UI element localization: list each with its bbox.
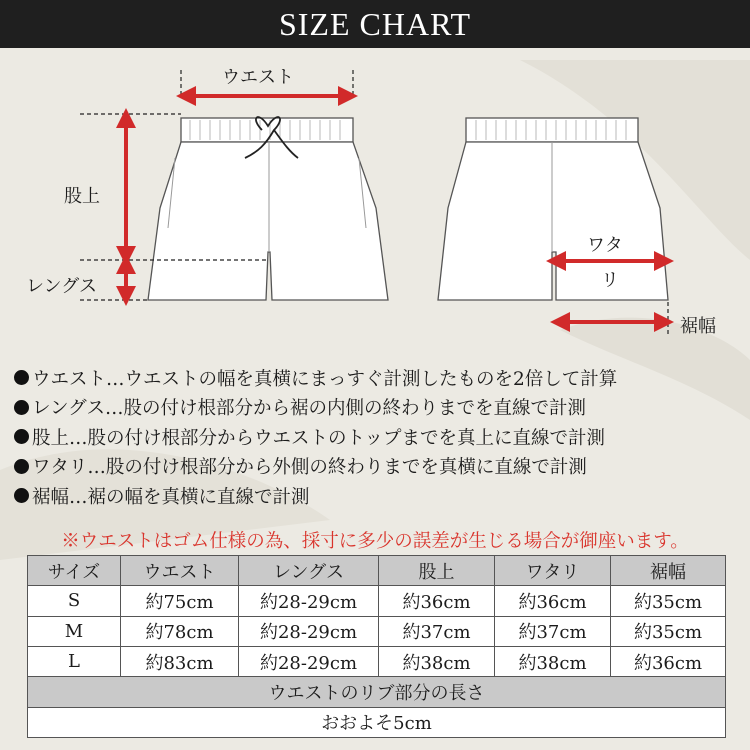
- table-cell: 約38cm: [495, 646, 611, 676]
- header-hem: 裾幅: [611, 556, 726, 586]
- table-header-row: [28, 556, 726, 586]
- table-row: [28, 616, 726, 646]
- table-cell: 約36cm: [379, 586, 495, 616]
- table-cell: 約28-29cm: [239, 646, 379, 676]
- header-waist: ウエスト: [121, 556, 239, 586]
- bullet-icon: [14, 370, 29, 385]
- header-rise: 股上: [379, 556, 495, 586]
- rib-header-row: [28, 677, 726, 707]
- table-cell: 約28-29cm: [239, 616, 379, 646]
- table-cell: 約83cm: [121, 646, 239, 676]
- header-size: サイズ: [28, 556, 121, 586]
- table-cell: 約35cm: [611, 586, 726, 616]
- note-text: レングス…股の付け根部分から裾の内側の終わりまでを直線で計測: [32, 398, 586, 420]
- table-cell: 約38cm: [379, 646, 495, 676]
- label-thigh-top: ワタ: [587, 235, 623, 256]
- label-hem: 裾幅: [680, 316, 716, 337]
- table-cell: 約36cm: [495, 586, 611, 616]
- rib-value-row: [28, 707, 726, 737]
- header-thigh: ワタリ: [495, 556, 611, 586]
- note-item: [14, 422, 744, 452]
- table-cell: 約35cm: [611, 616, 726, 646]
- note-text: ワタリ…股の付け根部分から外側の終わりまでを真横に直線で計測: [32, 457, 587, 479]
- rib-label: ウエストのリブ部分の長さ: [28, 677, 726, 707]
- table-cell: 約36cm: [611, 646, 726, 676]
- cell-size: S: [28, 586, 121, 616]
- measurement-notes: [14, 363, 744, 511]
- note-text: 股上…股の付け根部分からウエストのトップまでを真上に直線で計測: [32, 427, 605, 449]
- note-item: [14, 363, 744, 393]
- bullet-icon: [14, 488, 29, 503]
- note-item: [14, 393, 744, 423]
- back-shorts: [438, 118, 668, 300]
- bullet-icon: [14, 429, 29, 444]
- size-table: [27, 555, 726, 738]
- cell-size: M: [28, 616, 121, 646]
- table-row: [28, 646, 726, 676]
- warning-text: ※ウエストはゴム仕様の為、採寸に多少の誤差が生じる場合が御座います。: [61, 531, 689, 552]
- title-bar: [0, 0, 750, 48]
- table-cell: 約28-29cm: [239, 586, 379, 616]
- note-item: [14, 481, 744, 511]
- page-title: SIZE CHART: [278, 5, 472, 42]
- label-thigh-bottom: リ: [601, 270, 619, 291]
- label-rise: 股上: [64, 186, 100, 207]
- cell-size: L: [28, 646, 121, 676]
- label-length: レングス: [26, 276, 98, 297]
- front-shorts: [148, 117, 388, 300]
- bullet-icon: [14, 400, 29, 415]
- note-item: [14, 452, 744, 482]
- note-text: ウエスト…ウエストの幅を真横にまっすぐ計測したものを2倍して計算: [32, 368, 618, 390]
- note-text: 裾幅…裾の幅を真横に直線で計測: [32, 486, 310, 508]
- label-waist: ウエスト: [222, 67, 294, 88]
- table-cell: 約78cm: [121, 616, 239, 646]
- table-cell: 約37cm: [495, 616, 611, 646]
- bullet-icon: [14, 459, 29, 474]
- header-length: レングス: [239, 556, 379, 586]
- shorts-diagram: [0, 48, 750, 348]
- table-cell: 約37cm: [379, 616, 495, 646]
- table-cell: 約75cm: [121, 586, 239, 616]
- table-row: [28, 586, 726, 616]
- rib-value: おおよそ5cm: [28, 707, 726, 737]
